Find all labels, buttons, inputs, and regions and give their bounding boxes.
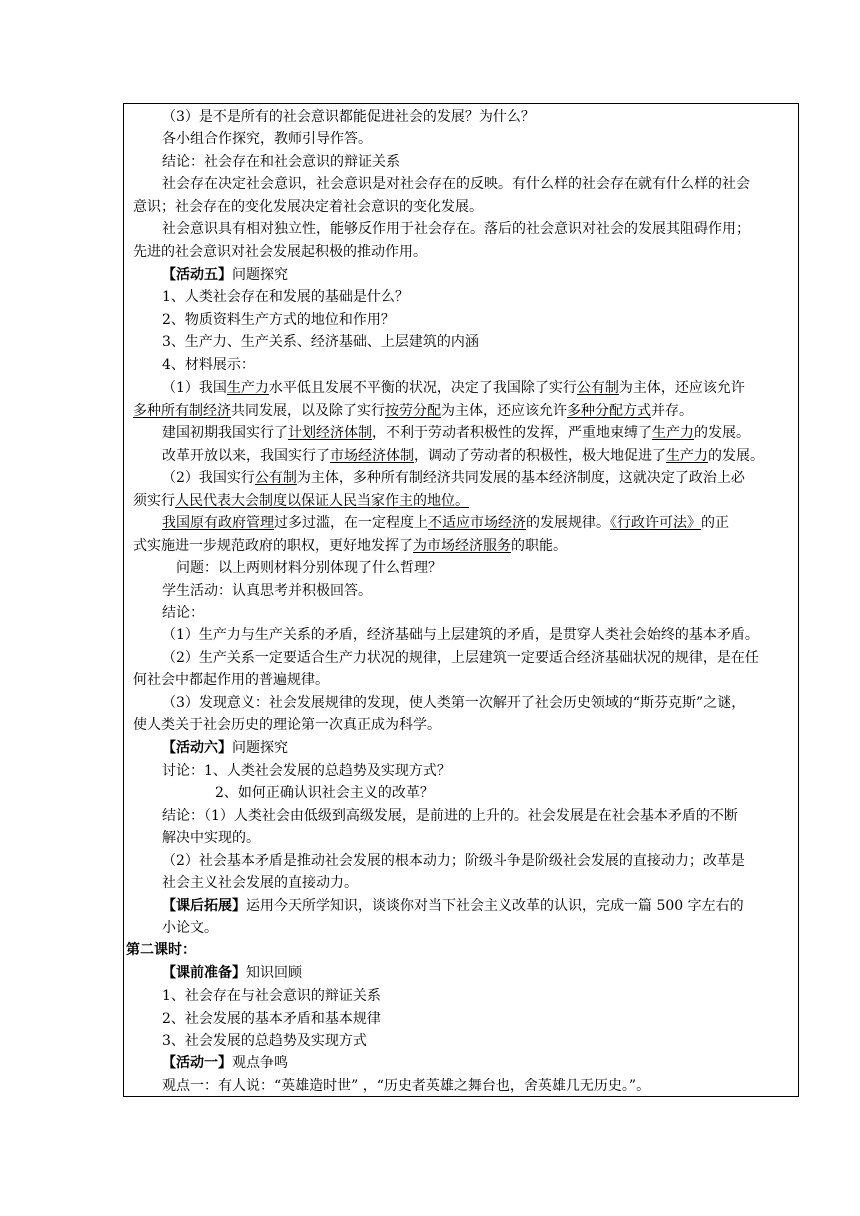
underlined-term: 按劳分配: [385, 403, 441, 419]
activity-5-title: 【活动五】: [162, 267, 232, 283]
underlined-term: 我国原有: [162, 515, 218, 531]
activity-1-heading: [162, 1052, 288, 1074]
activity-6-conclusion-1a: 结论：（1）人类社会由低级到高级发展，是前进的上升的。社会发展是在社会基本矛盾的不断: [162, 808, 738, 824]
activity-6-subtitle: 问题探究: [232, 740, 288, 756]
lesson-2-heading: 第二课时：: [126, 942, 196, 958]
material-line-6: [133, 490, 469, 512]
conclusion-2-item-3a: （3）发现意义：社会发展规律的发现，使人类第一次解开了社会历史领域的“斯芬克斯”之谜，: [162, 695, 746, 711]
text-run: 须实行: [133, 493, 175, 509]
underlined-term: 计划经济体制: [288, 425, 372, 441]
conclusion-line-2: 意识；社会存在的变化发展决定着社会意识的变化发展。: [133, 199, 483, 215]
underlined-term: 为市场经济服务: [413, 538, 511, 554]
underlined-term: 公有制: [576, 380, 619, 396]
text-run: 式实施进一步规范政府的职权，更好地发挥了: [133, 538, 413, 554]
activity-1-subtitle: 观点争鸣: [232, 1055, 288, 1071]
text-run: 共同发展，以及除了实行: [231, 403, 385, 419]
activity-5-question-2: 2、物质资料生产方式的地位和作用？: [162, 312, 395, 328]
text-run: ，调动了劳动者的积极性，极大地促进了: [414, 448, 666, 464]
conclusion-2-item-3b: 使人类关于社会历史的理论第一次真正成为科学。: [133, 717, 441, 733]
conclusion-2-item-1: （1）生产力与生产关系的矛盾，经济基础与上层建筑的矛盾，是贯穿人类社会始终的基本矛盾。: [162, 627, 759, 643]
activity-5-question-1: 1、人类社会存在和发展的基础是什么？: [162, 289, 409, 305]
text-run: 的职能。: [511, 538, 567, 554]
conclusion-2-item-2a: （2）生产关系一定要适合生产力状况的规律，上层建筑一定要适合经济基础状况的规律，是在任: [162, 650, 759, 666]
student-activity-text: 学生活动：认真思考并积极回答。: [162, 583, 372, 599]
text-run: 的发展。: [708, 448, 764, 464]
text-run: 改革开放以来，我国实行了: [162, 448, 330, 464]
material-line-1: [162, 377, 745, 399]
activity-6-title: 【活动六】: [162, 740, 232, 756]
conclusion-title: 结论：社会存在和社会意识的辩证关系: [162, 154, 400, 170]
text-run: 为主体，还应该允许: [618, 380, 745, 396]
text-run: 并存。: [651, 403, 693, 419]
activity-1-title: 【活动一】: [162, 1055, 232, 1071]
underlined-term: 人民代表大会制度以保证人民当家作主的地位。: [175, 493, 469, 509]
group-explore-text: 各小组合作探究，教师引导作答。: [162, 131, 372, 147]
activity-6-discussion-1: 讨论：1、人类社会发展的总趋势及实现方式？: [162, 763, 451, 779]
question-3: （3）是不是所有的社会意识都能促进社会的发展？为什么？: [162, 109, 535, 125]
text-run: （2）我国实行: [162, 470, 255, 486]
activity-6-conclusion-2b: 社会主义社会发展的直接动力。: [162, 875, 358, 891]
review-item-3: 3、社会发展的总趋势及实现方式: [162, 1033, 367, 1049]
text-run: 的正: [701, 515, 729, 531]
preparation-heading: [162, 962, 302, 984]
preparation-subtitle: 知识回顾: [246, 965, 302, 981]
extension-line-2: 小论文。: [162, 920, 218, 936]
activity-6-conclusion-2a: （2）社会基本矛盾是推动社会发展的根本动力；阶级斗争是阶级社会发展的直接动力；改革是: [162, 853, 745, 869]
underlined-term: 生产力: [666, 448, 708, 464]
underlined-term: 多种分配方式: [567, 403, 651, 419]
underlined-term: 公有制: [254, 470, 297, 486]
material-line-8: [133, 535, 567, 557]
conclusion-2-item-2b: 何社会中都起作用的普遍规律。: [133, 672, 329, 688]
underlined-term: 市场经济体制: [330, 448, 414, 464]
activity-6-heading: [162, 737, 288, 759]
conclusion-label: 结论：: [162, 605, 204, 621]
material-line-3: [162, 422, 750, 444]
activity-5-heading: [162, 264, 288, 286]
question-text: 问题：以上两则材料分别体现了什么哲理？: [176, 560, 442, 576]
conclusion-line-3: 社会意识具有相对独立性，能够反作用于社会存在。落后的社会意识对社会的发展其阻碍作用；: [162, 221, 750, 237]
conclusion-line-4: 先进的社会意识对社会发展起积极的推动作用。: [133, 244, 427, 260]
activity-5-subtitle: 问题探究: [232, 267, 288, 283]
activity-5-question-4: 4、材料展示：: [162, 357, 255, 373]
activity-6-discussion-2: 2、如何正确认识社会主义的改革？: [215, 785, 434, 801]
material-line-2: [133, 400, 693, 422]
underlined-term: 政府管理: [218, 515, 274, 531]
text-run: 为主体，多种所有制经济共同发展的基本经济制度，这就决定了政治上必: [296, 470, 745, 486]
material-line-7: [162, 512, 729, 534]
underlined-term: 不适应市场经济: [428, 515, 526, 531]
text-run: （1）我国: [162, 380, 227, 396]
underlined-term: 生产力: [226, 380, 269, 396]
text-run: 为主体，还应该允许: [441, 403, 567, 419]
underlined-term: 多种所有制经济: [133, 403, 231, 419]
activity-5-question-3: 3、生产力、生产关系、经济基础、上层建筑的内涵: [162, 334, 479, 350]
text-run: 过多过滥，在一定程度上: [274, 515, 428, 531]
preparation-title: 【课前准备】: [162, 965, 246, 981]
activity-6-conclusion-1b: 解决中实现的。: [162, 830, 260, 846]
underlined-term: 生产力: [652, 425, 694, 441]
underlined-term: 《行政许可法》: [610, 515, 701, 531]
text-run: 建国初期我国实行了: [162, 425, 288, 441]
conclusion-line-1: 社会存在决定社会意识，社会意识是对社会存在的反映。有什么样的社会存在就有什么样的社会: [162, 176, 750, 192]
review-item-2: 2、社会发展的基本矛盾和基本规律: [162, 1011, 381, 1027]
viewpoint-1: 观点一：有人说：“英雄造时世” ，“历史者英雄之舞台也，舍英雄几无历史。”。: [162, 1078, 651, 1094]
text-run: 的发展。: [694, 425, 750, 441]
extension-title: 【课后拓展】: [162, 898, 246, 914]
material-line-5: [162, 467, 745, 489]
material-line-4: [162, 445, 764, 467]
extension-line-1: [162, 895, 744, 917]
text-run: 的发展规律。: [526, 515, 610, 531]
text-run: 水平低且发展不平衡的状况，决定了我国除了实行: [268, 380, 577, 396]
review-item-1: 1、社会存在与社会意识的辩证关系: [162, 988, 381, 1004]
extension-text: 运用今天所学知识，谈谈你对当下社会主义改革的认识，完成一篇 500 字左右的: [246, 898, 744, 914]
text-run: ，不利于劳动者积极性的发挥，严重地束缚了: [372, 425, 652, 441]
